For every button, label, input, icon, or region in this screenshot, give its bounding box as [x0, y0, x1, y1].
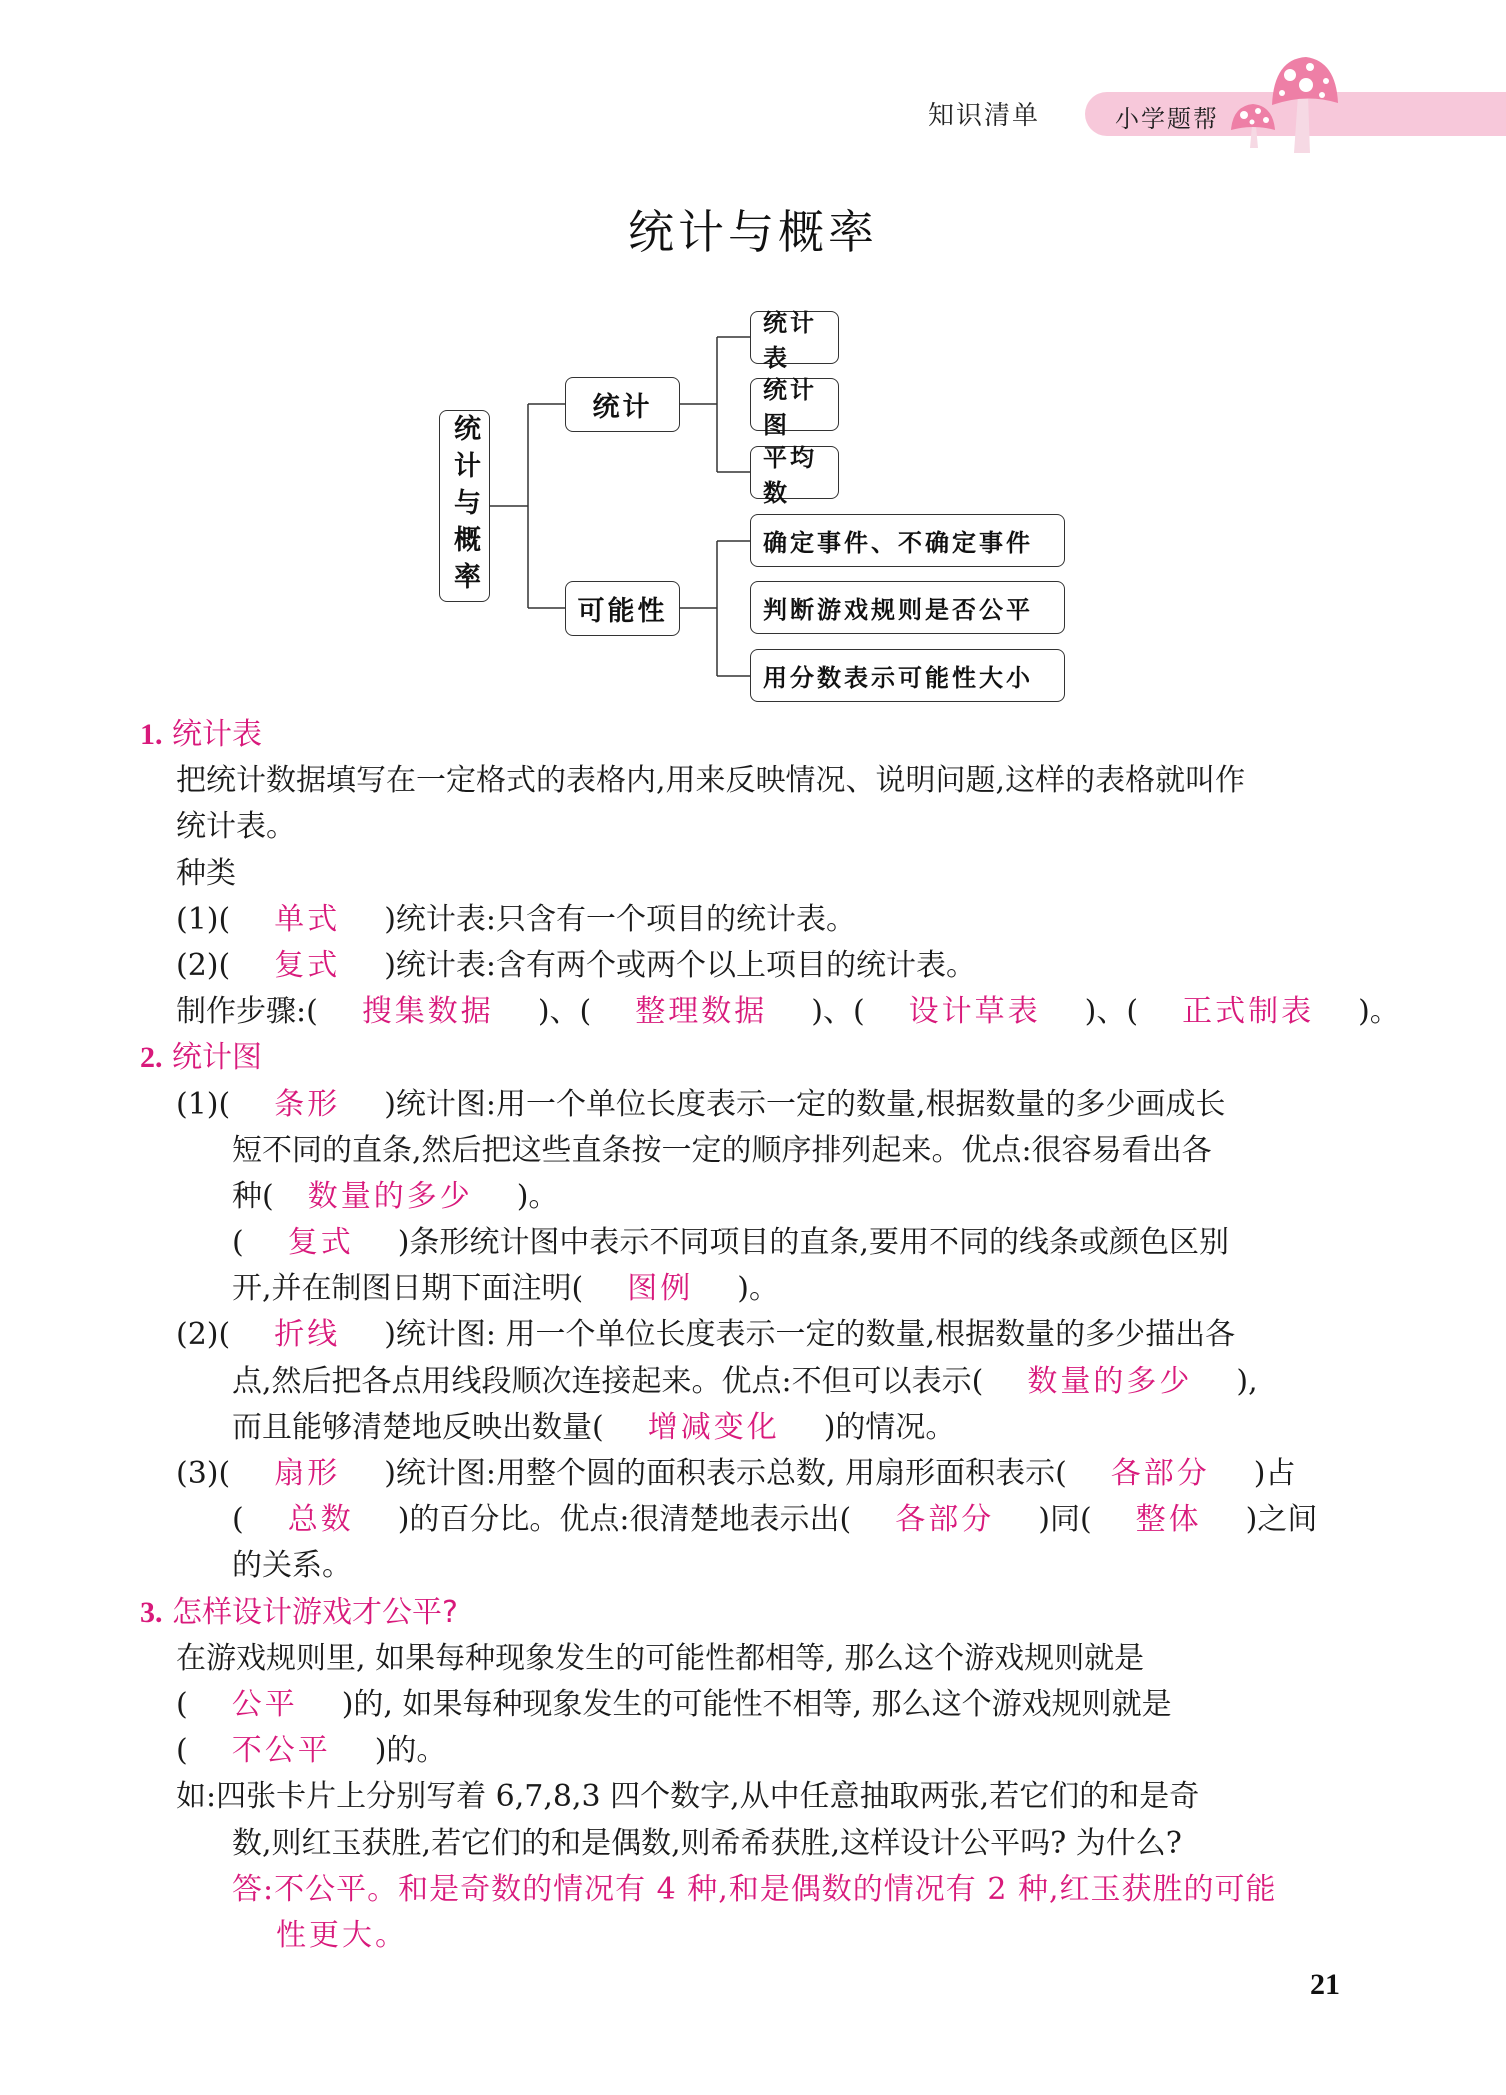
answer-text: 整体 [1135, 1502, 1202, 1538]
section-heading: 2. 统计图 [140, 1040, 263, 1076]
answer-text: 整理数据 [635, 994, 768, 1030]
mindmap-branch-possibility: 可能性 [565, 581, 680, 636]
answer-text: 正式制表 [1182, 994, 1315, 1030]
paragraph-line: 开,并在制图日期下面注明( 图例 )。 [232, 1271, 779, 1307]
answer-line: 答:不公平。和是奇数的情况有 4 种,和是偶数的情况有 2 种,红玉获胜的可能 [232, 1871, 1277, 1907]
example-line: 数,则红玉获胜,若它们的和是偶数,则希希获胜,这样设计公平吗? 为什么? [232, 1825, 1182, 1861]
header-brand: 小学题帮 [1115, 105, 1219, 133]
mushroom-large-icon [1270, 55, 1340, 155]
answer-text: 单式 [274, 901, 341, 937]
example-line: 如:四张卡片上分别写着 6,7,8,3 四个数字,从中任意抽取两张,若它们的和是奇 [176, 1779, 1200, 1815]
mindmap-branch-statistics: 统计 [565, 377, 680, 432]
mindmap-leaf: 判断游戏规则是否公平 [750, 581, 1065, 634]
mindmap-leaf: 平均数 [750, 446, 839, 499]
answer-text: 数量的多少 [1027, 1363, 1193, 1399]
paragraph-line: 统计表。 [176, 809, 296, 845]
steps-line: 制作步骤:( 搜集数据 )、( 整理数据 )、( 设计草表 )、( 正式制表 )。 [176, 994, 1400, 1030]
answer-text: 设计草表 [908, 994, 1041, 1030]
mindmap-leaf: 确定事件、不确定事件 [750, 514, 1065, 567]
header-section-label: 知识清单 [928, 101, 1041, 131]
answer-text: 折线 [274, 1317, 341, 1353]
page-number: 21 [1310, 1968, 1340, 2001]
answer-text: 复式 [274, 947, 341, 983]
kind-line: (1)( 单式 )统计表:只含有一个项目的统计表。 [176, 901, 857, 937]
answer-text: 数量的多少 [307, 1178, 473, 1214]
content [140, 712, 1400, 1959]
answer-text: 图例 [627, 1271, 694, 1307]
answer-line: 性更大。 [276, 1917, 408, 1953]
answer-text: 各部分 [895, 1502, 995, 1538]
mindmap-leaf: 用分数表示可能性大小 [750, 649, 1065, 702]
paragraph-line: ( 不公平 )的。 [176, 1733, 447, 1769]
kind-line: (2)( 复式 )统计表:含有两个或两个以上项目的统计表。 [176, 947, 977, 983]
paragraph-line: 种( 数量的多少 )。 [232, 1178, 559, 1214]
mindmap-leaf: 统计表 [750, 311, 839, 364]
answer-text: 条形 [274, 1086, 341, 1122]
paragraph-line: (2)( 折线 )统计图: 用一个单位长度表示一定的数量,根据数量的多少描出各 [176, 1317, 1236, 1353]
paragraph-line: ( 公平 )的, 如果每种现象发生的可能性不相等, 那么这个游戏规则就是 [176, 1686, 1172, 1722]
paragraph-line: 在游戏规则里, 如果每种现象发生的可能性都相等, 那么这个游戏规则就是 [176, 1640, 1145, 1676]
section-heading: 1. 统计表 [140, 717, 263, 752]
page-title: 统计与概率 [628, 205, 878, 259]
paragraph-line: 短不同的直条,然后把这些直条按一定的顺序排列起来。优点:很容易看出各 [232, 1132, 1212, 1168]
answer-text: 各部分 [1110, 1456, 1210, 1491]
mindmap-root: 统计与概率 [439, 410, 490, 602]
mindmap-leaf: 统计图 [750, 378, 839, 431]
paragraph-line: 把统计数据填写在一定格式的表格内,用来反映情况、说明问题,这样的表格就叫作 [176, 763, 1246, 799]
paragraph-line: 的关系。 [232, 1548, 352, 1584]
paragraph-line: ( 复式 )条形统计图中表示不同项目的直条,要用不同的线条或颜色区别 [232, 1225, 1229, 1261]
answer-text: 增减变化 [647, 1409, 780, 1445]
answer-text: 复式 [287, 1225, 354, 1261]
answer-text: 总数 [287, 1502, 354, 1538]
answer-text: 不公平 [231, 1733, 331, 1769]
paragraph-line: 点,然后把各点用线段顺次连接起来。优点:不但可以表示( 数量的多少 ), [232, 1363, 1258, 1399]
paragraph-line: ( 总数 )的百分比。优点:很清楚地表示出( 各部分 )同( 整体 )之间 [232, 1502, 1318, 1538]
answer-text: 扇形 [274, 1456, 341, 1491]
paragraph-line: (1)( 条形 )统计图:用一个单位长度表示一定的数量,根据数量的多少画成长 [176, 1086, 1226, 1122]
answer-text: 公平 [231, 1686, 298, 1722]
paragraph-line: 而且能够清楚地反映出数量( 增减变化 )的情况。 [232, 1409, 956, 1445]
paragraph-line: (3)( 扇形 )统计图:用整个圆的面积表示总数, 用扇形面积表示( 各部分 )占 [176, 1456, 1296, 1491]
paragraph-line: 种类 [176, 855, 236, 891]
section-heading: 3. 怎样设计游戏才公平? [140, 1594, 458, 1630]
answer-text: 搜集数据 [361, 994, 494, 1030]
